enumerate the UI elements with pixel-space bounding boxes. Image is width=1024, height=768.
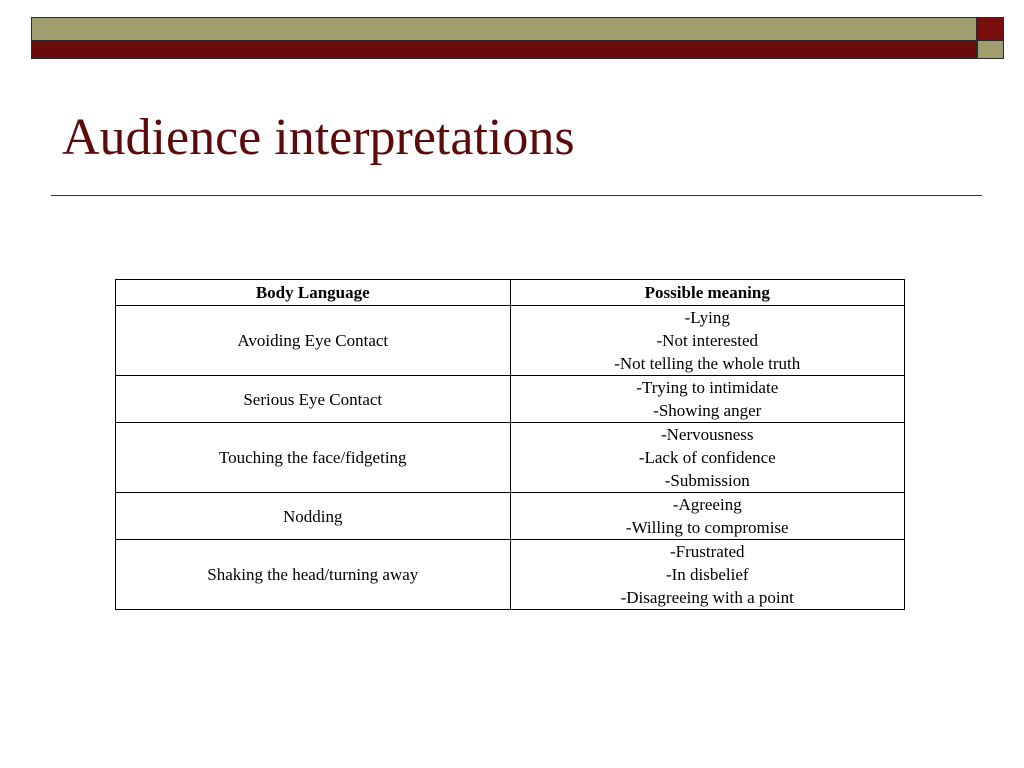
header-bar-olive	[31, 17, 977, 41]
body-language-table	[115, 279, 905, 610]
header-square-olive	[977, 41, 1004, 59]
column-header-body-language: Body Language	[116, 280, 511, 306]
body-language-cell: Serious Eye Contact	[116, 376, 511, 423]
body-language-cell: Nodding	[116, 493, 511, 540]
table-header-row	[116, 280, 905, 306]
table-row	[116, 493, 905, 540]
meaning-cell	[510, 423, 905, 493]
meaning-item: -Submission	[664, 471, 750, 490]
table-row	[116, 306, 905, 376]
table-row	[116, 423, 905, 493]
meaning-item: -Lack of confidence	[638, 448, 776, 467]
column-header-possible-meaning: Possible meaning	[510, 280, 905, 306]
meaning-item: -Frustrated	[669, 542, 745, 561]
meaning-cell	[510, 540, 905, 610]
meaning-item: -Willing to compromise	[625, 518, 789, 537]
meaning-item: -Lying	[684, 308, 730, 327]
title-underline	[51, 195, 982, 196]
header-square-red	[977, 17, 1004, 41]
meaning-cell	[510, 493, 905, 540]
meaning-item: -Not telling the whole truth	[614, 354, 801, 373]
meaning-item: -In disbelief	[665, 565, 749, 584]
meaning-item: -Showing anger	[653, 401, 762, 420]
meaning-item: -Disagreeing with a point	[620, 588, 794, 607]
body-language-cell: Touching the face/fidgeting	[116, 423, 511, 493]
meaning-cell	[510, 306, 905, 376]
header-bar-red	[31, 41, 977, 59]
meaning-item: -Agreeing	[672, 495, 742, 514]
slide-title: Audience interpretations	[62, 109, 575, 166]
meaning-item: -Not interested	[656, 331, 758, 350]
table-row	[116, 540, 905, 610]
table-row	[116, 376, 905, 423]
body-language-cell: Shaking the head/turning away	[116, 540, 511, 610]
meaning-cell	[510, 376, 905, 423]
body-language-cell: Avoiding Eye Contact	[116, 306, 511, 376]
meaning-item: -Nervousness	[660, 425, 754, 444]
meaning-item: -Trying to intimidate	[636, 378, 779, 397]
